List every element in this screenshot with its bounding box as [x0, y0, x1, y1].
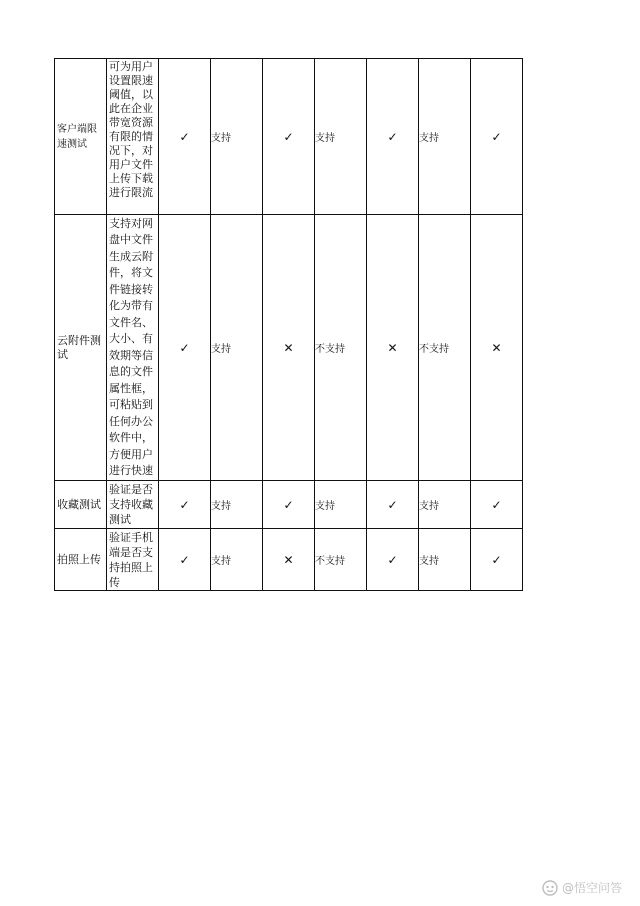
support-status: 不支持 — [315, 215, 367, 481]
check-icon: ✓ — [263, 481, 315, 529]
support-status: 支持 — [211, 481, 263, 529]
feature-description: 验证是否支持收藏测试 — [109, 482, 153, 526]
feature-description-cell — [107, 481, 159, 529]
watermark — [542, 879, 622, 896]
feature-name-cell — [55, 215, 107, 481]
feature-description: 支持对网盘中文件生成云附件，将文件链接转化为带有文件名、大小、有效期等信息的文件属性框，可粘贴到任何办公软件中，方便用户进行快速 — [109, 216, 153, 477]
cross-icon: ✕ — [471, 215, 523, 481]
check-icon: ✓ — [367, 481, 419, 529]
feature-name: 客户端限速测试 — [57, 123, 97, 150]
support-status: 支持 — [419, 529, 471, 591]
support-status: 不支持 — [315, 529, 367, 591]
feature-description: 验证手机端是否支持拍照上传 — [109, 530, 153, 589]
feature-description-cell — [107, 529, 159, 591]
feature-description-cell — [107, 59, 159, 215]
feature-description: 可为用户设置限速阈值，以此在企业带宽资源有限的情况下，对用户文件上传下载进行限流 — [109, 59, 153, 199]
feature-comparison-table — [54, 58, 523, 591]
support-status: 支持 — [315, 481, 367, 529]
feature-description-cell — [107, 215, 159, 481]
check-icon: ✓ — [471, 481, 523, 529]
table-row — [55, 481, 523, 529]
support-status: 支持 — [211, 529, 263, 591]
wukong-logo-icon — [542, 880, 558, 896]
table-row — [55, 529, 523, 591]
feature-name-cell — [55, 529, 107, 591]
table-row — [55, 59, 523, 215]
cross-icon: ✕ — [263, 215, 315, 481]
table-row — [55, 215, 523, 481]
watermark-text: @悟空问答 — [561, 881, 622, 895]
feature-name: 收藏测试 — [57, 497, 101, 511]
check-icon: ✓ — [159, 481, 211, 529]
support-status: 支持 — [419, 59, 471, 215]
feature-name: 云附件测试 — [57, 333, 101, 361]
cross-icon: ✕ — [367, 215, 419, 481]
support-status: 支持 — [419, 481, 471, 529]
support-status: 支持 — [315, 59, 367, 215]
check-icon: ✓ — [263, 59, 315, 215]
check-icon: ✓ — [159, 59, 211, 215]
feature-name-cell — [55, 59, 107, 215]
check-icon: ✓ — [159, 529, 211, 591]
feature-name: 拍照上传 — [57, 552, 101, 566]
check-icon: ✓ — [367, 59, 419, 215]
check-icon: ✓ — [159, 215, 211, 481]
support-status: 不支持 — [419, 215, 471, 481]
support-status: 支持 — [211, 215, 263, 481]
check-icon: ✓ — [471, 529, 523, 591]
cross-icon: ✕ — [263, 529, 315, 591]
feature-name-cell — [55, 481, 107, 529]
check-icon: ✓ — [367, 529, 419, 591]
check-icon: ✓ — [471, 59, 523, 215]
support-status: 支持 — [211, 59, 263, 215]
